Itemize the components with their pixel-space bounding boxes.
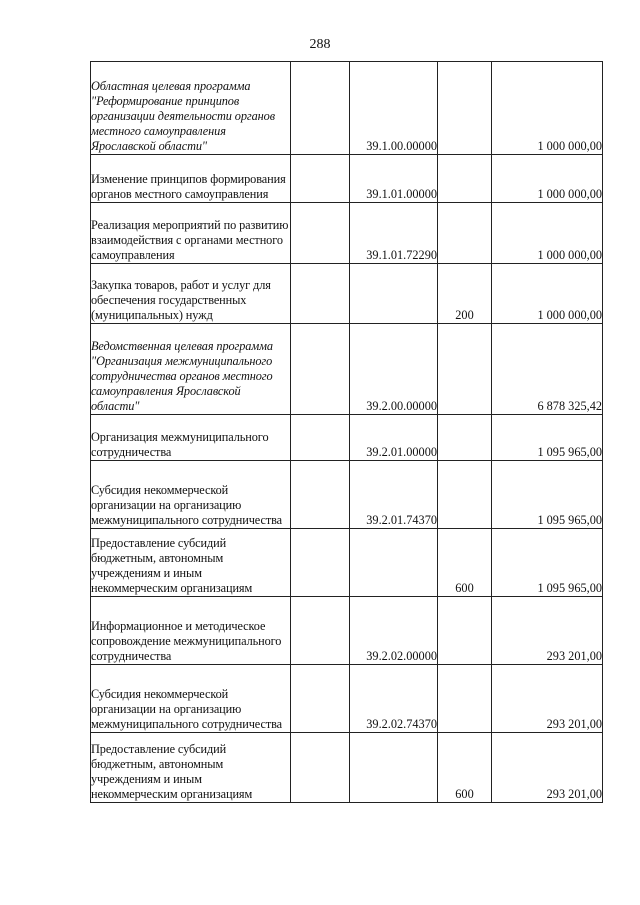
table-row — [91, 529, 603, 597]
empty-cell — [291, 62, 350, 155]
row-name: Реализация мероприятий по развитию взаимодействия с органами местного самоуправления — [91, 203, 291, 264]
amount: 1 000 000,00 — [492, 155, 603, 203]
expense-type-code — [438, 597, 492, 665]
empty-cell — [291, 155, 350, 203]
table-row — [91, 733, 603, 803]
expense-type-code — [438, 415, 492, 461]
row-name: Организация межмуниципального сотрудничества — [91, 415, 291, 461]
budget-table — [90, 61, 603, 803]
target-article-code: 39.1.01.00000 — [350, 155, 438, 203]
target-article-code: 39.2.00.00000 — [350, 324, 438, 415]
target-article-code: 39.2.02.00000 — [350, 597, 438, 665]
row-name: Изменение принципов формирования органов местного самоуправления — [91, 155, 291, 203]
empty-cell — [291, 461, 350, 529]
target-article-code: 39.1.01.72290 — [350, 203, 438, 264]
row-name: Информационное и методическое сопровождение межмуниципального сотрудничества — [91, 597, 291, 665]
amount: 1 095 965,00 — [492, 461, 603, 529]
page-number: 288 — [309, 37, 331, 52]
empty-cell — [291, 264, 350, 324]
table-row — [91, 324, 603, 415]
expense-type-code — [438, 665, 492, 733]
expense-type-code — [438, 461, 492, 529]
expense-type-code — [438, 324, 492, 415]
amount: 293 201,00 — [492, 597, 603, 665]
amount: 293 201,00 — [492, 665, 603, 733]
amount: 1 000 000,00 — [492, 62, 603, 155]
expense-type-code — [438, 62, 492, 155]
row-name: Предоставление субсидий бюджетным, автономным учреждениям и иным некоммерческим организациям — [91, 733, 291, 803]
target-article-code — [350, 733, 438, 803]
amount: 1 095 965,00 — [492, 415, 603, 461]
expense-type-code: 600 — [438, 529, 492, 597]
empty-cell — [291, 733, 350, 803]
row-name: Субсидия некоммерческой организации на организацию межмуниципального сотрудничества — [91, 665, 291, 733]
table-row — [91, 62, 603, 155]
table-row — [91, 461, 603, 529]
empty-cell — [291, 203, 350, 264]
expense-type-code — [438, 155, 492, 203]
table-row — [91, 415, 603, 461]
row-name: Предоставление субсидий бюджетным, автономным учреждениям и иным некоммерческим организациям — [91, 529, 291, 597]
empty-cell — [291, 665, 350, 733]
empty-cell — [291, 529, 350, 597]
row-name: Закупка товаров, работ и услуг для обеспечения государственных (муниципальных) нужд — [91, 264, 291, 324]
empty-cell — [291, 324, 350, 415]
table-row — [91, 665, 603, 733]
expense-type-code: 200 — [438, 264, 492, 324]
amount: 1 000 000,00 — [492, 264, 603, 324]
expense-type-code: 600 — [438, 733, 492, 803]
amount: 1 000 000,00 — [492, 203, 603, 264]
row-name: Субсидия некоммерческой организации на организацию межмуниципального сотрудничества — [91, 461, 291, 529]
amount: 293 201,00 — [492, 733, 603, 803]
row-name: Ведомственная целевая программа "Организация межмуниципального сотрудничества органов местного самоуправления Ярославской области" — [91, 324, 291, 415]
empty-cell — [291, 597, 350, 665]
row-name: Областная целевая программа "Реформирование принципов организации деятельности органов местного самоуправления Ярославской области" — [91, 62, 291, 155]
empty-cell — [291, 415, 350, 461]
amount: 1 095 965,00 — [492, 529, 603, 597]
table-row — [91, 597, 603, 665]
target-article-code: 39.1.00.00000 — [350, 62, 438, 155]
target-article-code: 39.2.02.74370 — [350, 665, 438, 733]
expense-type-code — [438, 203, 492, 264]
amount: 6 878 325,42 — [492, 324, 603, 415]
target-article-code — [350, 264, 438, 324]
target-article-code — [350, 529, 438, 597]
table-row — [91, 264, 603, 324]
target-article-code: 39.2.01.00000 — [350, 415, 438, 461]
target-article-code: 39.2.01.74370 — [350, 461, 438, 529]
table-row — [91, 155, 603, 203]
table-row — [91, 203, 603, 264]
